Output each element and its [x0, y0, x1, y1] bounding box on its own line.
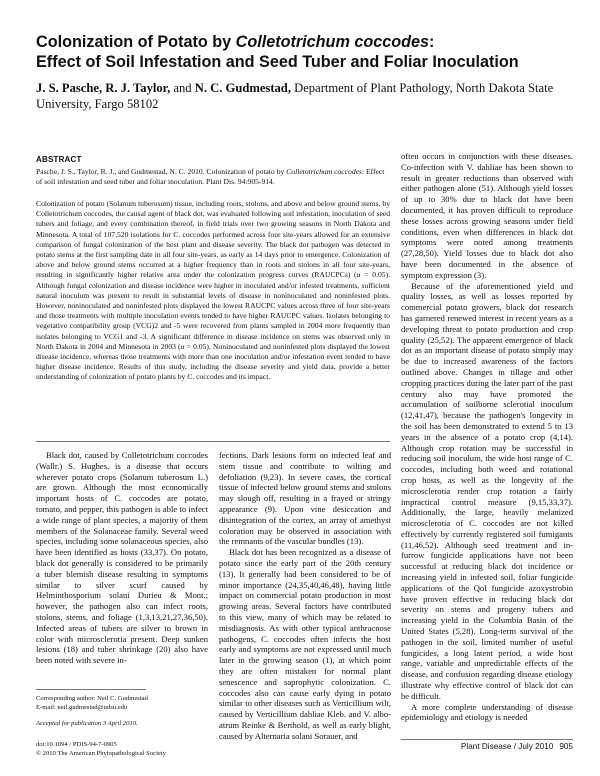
author-and: and — [173, 81, 192, 95]
abstract-citation — [36, 167, 390, 187]
abstract-heading: ABSTRACT — [36, 155, 82, 164]
citation-part-b: : Effect of soil infestation and seed tuber and foliar inoculation. Plant Dis. 94:905-914. — [36, 167, 385, 187]
author-affiliation: Department of Plant Pathology, North Dakota State University, Fargo 58102 — [36, 81, 554, 111]
citation-part-a: Pasche, J. S., Taylor, R. J., and Gudmestad, N. C. 2010. Colonization of potato by — [36, 167, 287, 176]
abstract-divider — [36, 441, 390, 442]
abstract-body: Colonization of potato (Solanum tuberosum) tissue, including roots, stolons, and above and below ground stems, by Colletotrichum coccodes, the causal agent of black dot, was evaluated following soil infestation, inoculation of seed tubers and foliage, and every combination thereof, in field trials over two growing seasons in North Dakota and Minnesota. A total of 107,520 isolations for C. coccodes performed across four site-years allowed for an extensive comparison of fungal colonization of the host plant and disease severity. The black dot pathogen was detected in potato stems at the first sampling date in all four site-years, as early as 14 days prior to emergence. Colonization of above and below ground stems occurred at a higher frequency than in roots and stolons in all four site-years, resulting in significantly higher relative area under the colonization progress curves (RAUCPCs) (α = 0.05). Although fungal colonization and disease incidence were higher in inoculated and/or infested treatments, sufficient natural inoculum was present to result in substantial levels of disease in noninoculated and noninfested plots. However, noninoculated and noninfested plots displayed the lowest RAUCPC values across three of four site-years and those treatments with multiple inoculation events tended to have higher RAUCPC values. Isolates belonging to vegetative compatibility group (VCG)2 and -5 were recovered from plants sampled in 2004 more frequently than isolates belonging to VCG1 and -3. A significant difference in disease incidence on stems was observed only in North Dakota in 2004 and Minnesota in 2003 (α = 0.05). Noninoculated and noninfested plots displayed the lowest disease incidence, whereas those treatments with more than one inoculation and/or infestation event tended to have higher disease incidence. Results of this study, including the disease severity and yield data, provide a better understanding of colonization of potato plants by C. coccodes and its impact. — [36, 199, 390, 382]
col3-paragraph-3: A more complete understanding of disease epidemiology and etiology is needed — [401, 701, 573, 723]
title-line1-post: : — [429, 33, 435, 51]
col3-paragraph-1: often occurs in conjunction with these diseases. Co-infection with V. dahliae has been shown to result in greater reductions than observed with either pathogen alone (51). Although yield losses of up to 30% due to black dot have been documented, it has proven difficult to reproduce these losses across growing seasons under field conditions, even when differences in black dot symptoms were noted among treatments (27,28,50). Yield losses due to black dot also have been documented in the absence of symptom expression (3). — [401, 151, 573, 280]
journal-footer — [461, 742, 573, 751]
corresponding-author: Corresponding author: Neil C. Gudmestad — [36, 695, 148, 702]
footnote-divider — [36, 689, 146, 690]
col2-paragraph-1: fections. Dark lesions form on infected leaf and stem tissue and contribute to wilting and defoliation (9,23). In severe cases, the cortical tissue of infected below ground stems and stolons may slough off, resulting in a frayed or stringy appearance (9). Upon vine desiccation and disintegration of the cortex, an array of amethyst coloration may be observed in association with the remnants of the vascular bundles (13). — [219, 450, 391, 547]
title-species: Colletotrichum coccodes — [235, 33, 430, 51]
journal-name: Plant Disease / July 2010 — [460, 742, 554, 751]
article-title — [36, 32, 576, 72]
body-column-1 — [36, 450, 208, 666]
copyright: © 2010 The American Phytopathological Society — [36, 750, 166, 757]
doi: doi:10.1094 / PDIS-94-7-0905 — [36, 741, 117, 748]
title-line2: Effect of Soil Infestation and Seed Tuber and Foliar Inoculation — [36, 53, 519, 71]
page-number: 905 — [559, 742, 573, 751]
author-names: J. S. Pasche, R. J. Taylor, — [36, 81, 171, 95]
author-block — [36, 80, 572, 112]
col2-paragraph-2: Black dot has been recognized as a disease of potato since the early part of the 20th century (13). It generally had been considered to be of minor importance (24,35,40,46,48), having little impact on commercial potato production in most growing areas. Several factors have contributed to this view, many of which may be related to misdiagnosis. As with other typical anthracnose pathogens, C. coccodes often infects the host early and symptoms are not expressed until much later in the growing season (1), at which point they are often mistaken for normal plant senescence and saprophytic colonization. C. coccodes also can cause early dying in potato similar to other diseases such as Verticillium wilt, caused by Verticillium dahliae Kleb. and V. albo-atrum Reinke & Berthold, as well as early blight, caused by Alternaria solani Sorauer, and — [219, 547, 391, 741]
body-column-2 — [219, 450, 391, 742]
accepted-text: Accepted for publication 3 April 2010. — [36, 720, 138, 727]
journal-divider — [401, 739, 573, 740]
col1-paragraph: Black dot, caused by Colletotrichum coccodes (Wallr.) S. Hughes, is a disease that occurs wherever potato crops (Solanum tuberosum L.) are grown. Although the most economically important hosts of C. coccodes are potato, tomato, and pepper, this pathogen is able to infect a wide range of plant species, a majority of them members of the Solanaceae family. Several weed species, including some solanaceous species, also have been identified as hosts (33,37). On potato, black dot generally is considered to be primarily a tuber blemish disease resulting in symptoms similar to silver scurf caused by Helminthosporium solani Durieu & Mont.; however, the pathogen also can infect roots, stolons, stems, and foliage (1,3,13,21,27,36,50). Infected areas of tubers are silver to brown in color with microsclerotia present. Deep sunken lesions (18) and tuber shrinkage (20) also have been noted with severe in- — [36, 450, 208, 666]
col3-paragraph-2: Because of the aforementioned yield and quality losses, as well as losses reported by commercial potato growers, black dot research has garnered renewed interest in recent years as a developing threat to potato production and crop quality (25,52). The apparent emergence of black dot as an important disease of potato simply may be due to increased awareness of the factors outlined above. Changes in tillage and other cropping practices during the later part of the past century also may have promoted the accumulation of soilborne sclerotial inoculum (12,41,47), because the pathogen's longevity in the soil has been demonstrated to extend 5 to 13 years in the absence of a potato crop (4,14). Although crop rotation may be successful in reducing soil inoculum, the wide host range of C. coccodes, including both weed and rotational crop hosts, as well as the longevity of the microsclerotia render crop rotation a fairly impractical control measure (9,15,33,37). Additionally, the large, heavily melanized microsclerotia of C. coccodes are not killed effectively by currently registered soil fumigants (11,46,52). Although seed treatment and in-furrow fungicide applications have not been successful at reducing black dot incidence or increasing yield in infested soil, foliar fungicide applications of the QoI fungicide azoxystrobin have proven effective in reducing black dot severity on stems and progeny tubers and increasing yield in the Columbia Basin of the United States (5,28). Long-term survival of the pathogen in the soil, limited number of useful fungicides, a long latent period, a wide host range, variable and unpredictable effects of the disease, and confusion regarding disease etiology illustrate why effective control of black dot can be difficult. — [401, 280, 573, 701]
body-column-3 — [401, 151, 573, 723]
author-email: E-mail: neil.gudmestad@ndsu.edu — [36, 704, 128, 711]
author-last: N. C. Gudmestad, — [194, 81, 291, 95]
accepted-date — [36, 719, 208, 728]
citation-species: Colletotrichum coccodes — [286, 167, 362, 176]
title-line1-pre: Colonization of Potato by — [36, 33, 236, 51]
